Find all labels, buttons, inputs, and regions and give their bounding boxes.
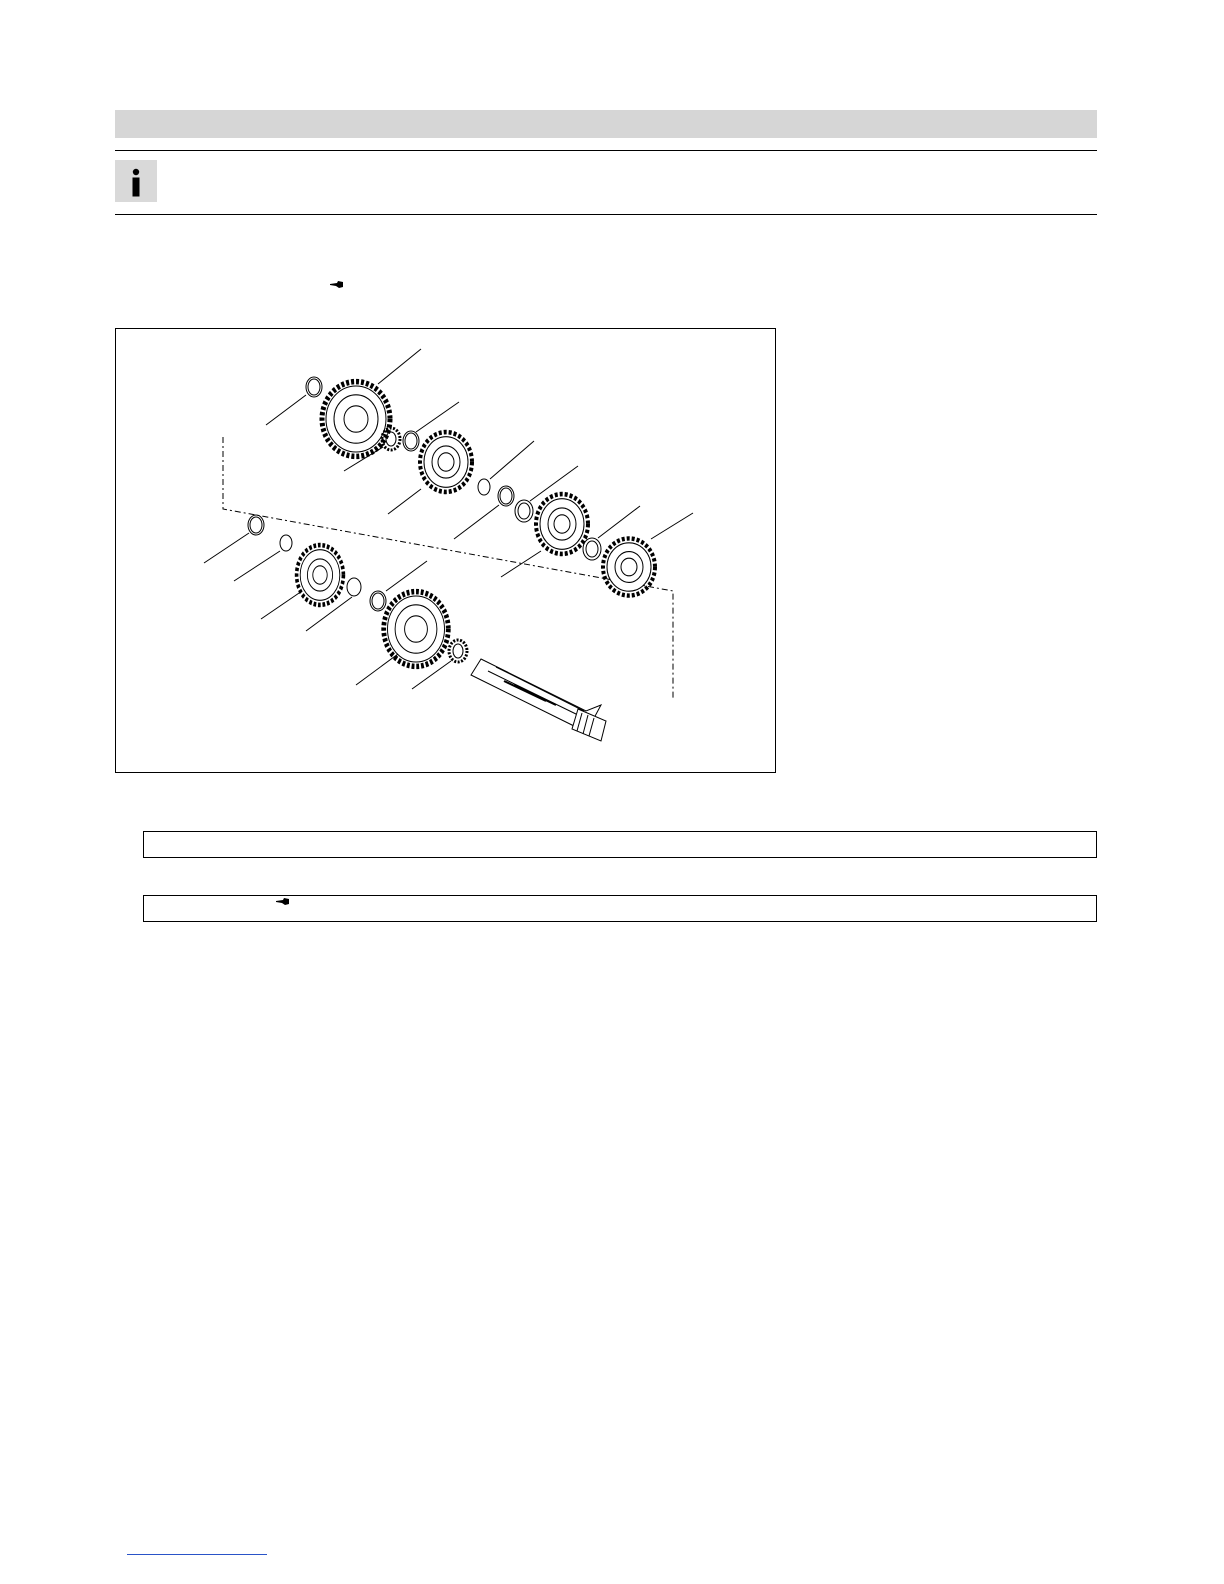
needle-bearing-1 <box>382 428 400 450</box>
needle-bearing-2 <box>449 640 467 662</box>
washer-3 <box>498 486 514 506</box>
washer-2 <box>403 431 419 451</box>
splined-shaft <box>471 659 606 741</box>
bushing-2 <box>583 538 601 560</box>
washer-5 <box>370 591 386 611</box>
gear-4 <box>603 538 655 595</box>
bushing-1 <box>515 500 533 522</box>
washer-1 <box>306 377 322 397</box>
leader-line <box>386 561 427 591</box>
circlip-2 <box>280 535 292 551</box>
gear-1 <box>322 382 390 457</box>
leader-line <box>234 551 280 581</box>
leader-line <box>266 395 306 425</box>
leader-line <box>388 489 421 514</box>
exploded-view-figure <box>115 328 776 773</box>
leader-line <box>490 441 534 479</box>
leader-line <box>416 402 459 432</box>
section-header-bar <box>115 110 1097 138</box>
gear-6 <box>384 592 449 667</box>
info-rule-top <box>115 150 1097 151</box>
pointing-hand-icon <box>330 280 344 292</box>
gear-2 <box>420 432 472 492</box>
washer-4 <box>248 515 264 535</box>
note-box <box>143 831 1097 858</box>
pointing-hand-icon <box>276 897 290 909</box>
gear-3 <box>536 494 588 554</box>
leader-line <box>651 513 693 539</box>
info-rule-bottom <box>115 214 1097 215</box>
transmission-shaft-diagram <box>116 329 777 774</box>
leader-line <box>204 533 249 563</box>
leader-line <box>356 654 398 685</box>
leader-line <box>261 591 302 619</box>
leader-line <box>454 505 499 539</box>
gear-5 <box>297 545 344 605</box>
circlip-3 <box>347 578 361 596</box>
footer-link[interactable] <box>127 1554 267 1555</box>
leader-line <box>598 506 640 538</box>
circlip-1 <box>478 479 490 495</box>
info-icon <box>115 160 157 202</box>
leader-line <box>501 551 541 577</box>
leader-line <box>378 349 421 384</box>
